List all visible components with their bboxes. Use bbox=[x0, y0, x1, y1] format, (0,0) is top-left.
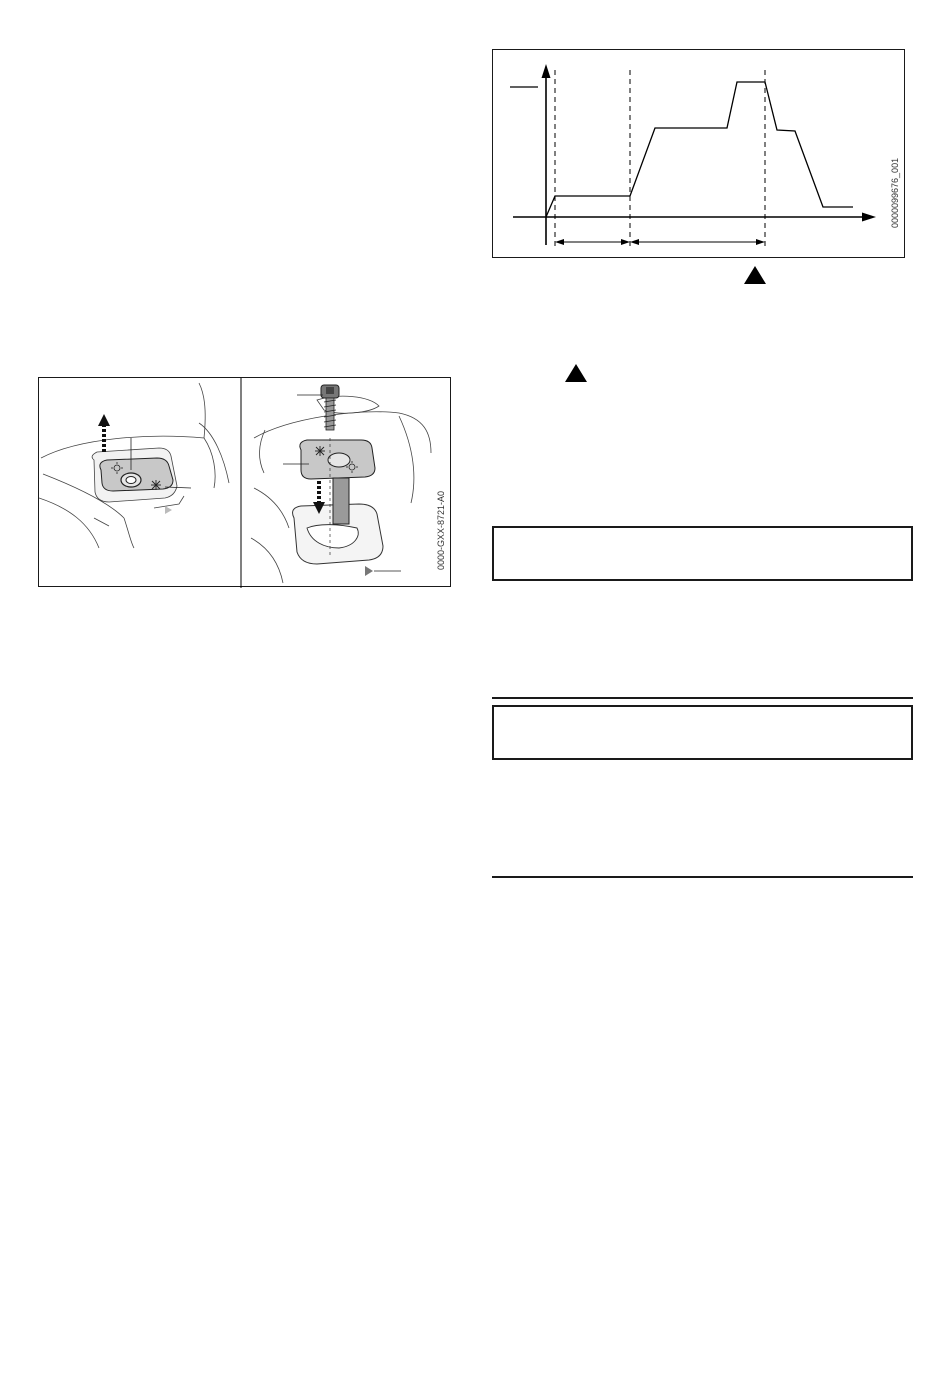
warning-triangle-icon bbox=[565, 364, 587, 382]
snowflake-icon bbox=[315, 446, 325, 456]
section-rule-bottom bbox=[492, 876, 913, 878]
screw-icon bbox=[321, 385, 339, 430]
graph-interval-2-left-head bbox=[630, 239, 639, 245]
graph-x-axis-arrow bbox=[862, 213, 876, 222]
temperature-graph bbox=[493, 50, 906, 259]
note-box-1 bbox=[492, 526, 913, 581]
warning-triangle-icon bbox=[744, 266, 766, 284]
graph-y-axis-arrow bbox=[542, 64, 551, 78]
timer-cap-screw-illustration bbox=[39, 378, 452, 588]
graph-interval-2-right-head bbox=[756, 239, 765, 245]
graph-figure-frame bbox=[492, 49, 905, 258]
pointer-triangle-icon bbox=[165, 506, 172, 514]
section-rule-top bbox=[492, 697, 913, 699]
note-box-2 bbox=[492, 705, 913, 760]
snowflake-icon bbox=[151, 480, 161, 490]
cap-stem bbox=[333, 478, 349, 524]
illustration-figure-code: 0000-GXX-8721-A0 bbox=[436, 490, 446, 570]
pointer-triangle-icon bbox=[365, 566, 373, 576]
lift-arrow-head bbox=[98, 414, 110, 426]
graph-interval-1-right-head bbox=[621, 239, 630, 245]
graph-curve bbox=[546, 82, 853, 217]
graph-figure-code: 0000099676_001 bbox=[890, 157, 900, 228]
illustration-figure-frame bbox=[38, 377, 451, 587]
graph-interval-1-left-head bbox=[555, 239, 564, 245]
